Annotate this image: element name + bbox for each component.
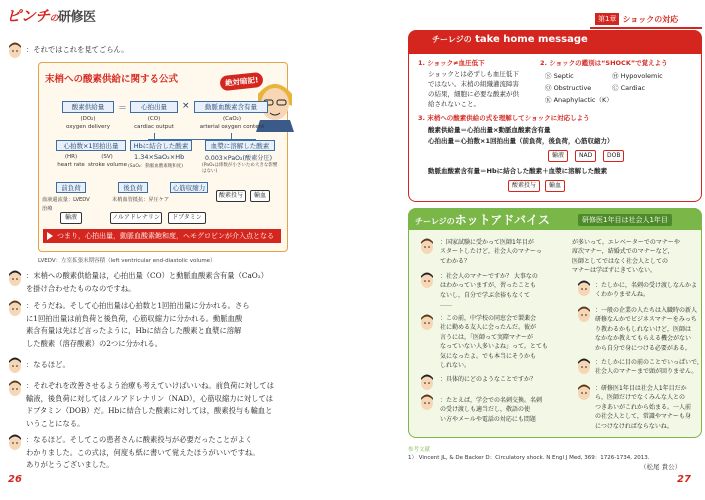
dialog-doctor-1: ：そうだね。そして心拍出量は心拍数と1回拍出量に分かれる。さら に1回拍出量は前負荷と後負荷，心筋収縮力に分かれる。動脈血酸 素含有量は先ほど言ったように，Hbに結合した酸素と血漿に溶解 した酸素（溶存酸素）の2つに分かれる。 [26, 301, 250, 348]
advice-dialog-2: ：社会人のマナーですか？ 大事なの はわかっていますが，習ったことも ないし，自分で学ぶ余裕もなくて …… [440, 273, 538, 309]
thm-point-1-text: ショックとは必ずしも血圧低下 ではない。末梢の組織灌流障害 の結果，細胞に必要な酸素が供 給されないこと。 [428, 70, 519, 108]
thm-formula-line-3: 動脈血酸素含有量＝Hbに結合した酸素＋血漿に溶解した酸素 [428, 167, 608, 175]
lvedv-footnote: LVEDV：左室拡張末期容積（left ventricular end-diastolic volume） [38, 258, 216, 264]
doctor-face-icon [6, 40, 24, 60]
dialog-resident-1: ：末梢への酸素供給量は，心拍出量（CO）と動脈血酸素含有量（CaO₂） を掛け合わせたものなのですね。 [26, 271, 269, 293]
advice-dialog-4: ：具体的にどのようなことですか？ [440, 376, 537, 383]
thm-pill-dob: DOB [603, 150, 624, 162]
header-rule [590, 27, 702, 29]
treatment-oxygen: 酸素投与 [216, 190, 246, 202]
shock-obstructive: Ⓞ Obstructive [545, 84, 592, 92]
formula-arterial-o2-content: 動脈血酸素含有量 [194, 101, 268, 113]
advice-dialog-3: ：この前，中学校の同窓会で製薬会 社に勤める友人に会ったんだ。彼が 言うには，「医師って実際マナーが なっていない人多いよね」って。とても 気になったよ。でも本当にそうかも しれない。 [440, 315, 548, 370]
chapter-tag [595, 12, 700, 26]
label-hr: (HR) heart rate [57, 154, 85, 168]
intro-dialog: ：それではこれを見てごらん。 [26, 45, 129, 54]
thm-pill-oxygen: 酸素投与 [508, 180, 540, 192]
formula-title: 末梢への酸素供給に関する公式 [45, 74, 179, 85]
hot-advice-prefix: チーレジの [415, 217, 455, 226]
pao2-note: (PaO₂は係数が小さいため大きな影響はない) [202, 163, 278, 174]
take-home-label: take home message [475, 34, 588, 45]
advice-dialog-5: ：たとえば，学会での名刺交換。名刺 の受け渡しも適当だし，敬語の使 い方やメールや電話の対応にも問題 [440, 397, 543, 423]
doctor-face-icon [575, 304, 593, 324]
reference-1: 1） Vincent JL, & De Backer D：Circulatory shock. N Engl J Med, 369：1726-1734, 2013. [408, 455, 650, 461]
formula-hb-bound: Hbに結合した酸素 [130, 140, 192, 151]
hb-formula: 1.34×SaO₂×Hb [134, 153, 185, 161]
resident-face-icon [575, 356, 593, 376]
references [408, 446, 650, 462]
shock-hypovolemic: Ⓗ Hypovolemic [612, 72, 663, 80]
thm-pill-transfusion: 輸血 [545, 180, 565, 192]
doctor-face-icon [418, 312, 436, 332]
thm-pill-infusion: 輸液 [548, 150, 568, 162]
pao2-formula: 0.003×PaO₂(酸素分圧) [205, 155, 273, 162]
dialog-resident-3: ：なるほど。そしてこの患者さんに酸素投与が必要だったことがよく わかりました。この式は，何度も紙に書いて覚えたほうがいいですね。 ありがとうございました。 [26, 435, 260, 469]
brand-name: ピンチ [6, 7, 50, 25]
advice-dialog-8: ：一般の企業の人たちは入職時の新人 研修なんかでビジネスマナーをみっち り教わるかもしれないけど，医師は なかなか教えてもらえる機会がない から自分で身につける必要がある。 [595, 307, 698, 352]
hot-advice-tag: 研修医1年目は社会人1年目 [578, 214, 672, 226]
formula-oxygen-delivery: 酸素供給量 [62, 101, 114, 113]
resident-face-icon [6, 268, 24, 288]
page-number-right: 27 [677, 474, 691, 485]
advice-dialog-1: ：国家試験に受かって医師1年目が スタートしたけど，社会人のマナーっ てわかる？ [440, 239, 542, 265]
hb-note: (SaO₂：動脈血酸素飽和度) [128, 164, 183, 169]
shock-cardiac: Ⓒ Cardiac [612, 84, 646, 92]
preload-note: 血液還流量：LVEDV [42, 197, 90, 203]
page-number-left: 26 [8, 474, 22, 485]
book-brand [6, 5, 96, 26]
doctor-face-icon [6, 378, 24, 398]
key-point-banner: つまり，心拍出量，動脈血酸素飽和度，ヘモグロビンが介入点となる [43, 229, 281, 243]
brand-sub: の [49, 14, 59, 24]
label-co: (CO) cardiac output [134, 116, 174, 130]
label-do2: (DO₂) oxygen delivery [66, 116, 110, 130]
formula-dissolved: 血漿に溶解した酸素 [205, 140, 275, 151]
doctor-face-icon [418, 392, 436, 412]
advice-dialog-6: が多いって。エレベーターでのマナーや 席次マナー，結婚式でのマナーなど， 医師としてではなく社会人としての マナーは学ばずにきていない。 [572, 239, 680, 275]
dialog-doctor-2: ：それぞれを改善させるよう治療も考えていけばいいね。前負荷に対しては 輸液，後負荷に対してはノルアドレナリン（NAD），心筋収縮力に対しては ドブタミン（DOB）だ。Hbに結合した酸素に対しては，酸素投与も輸血と いうことになる。 [26, 381, 275, 428]
formula-times: × [182, 101, 190, 111]
treatment-transfusion: 輸血 [250, 190, 270, 202]
formula-preload: 前負荷 [56, 182, 86, 193]
shock-septic: Ⓢ Septic [545, 72, 574, 80]
resident-face-icon [6, 432, 24, 452]
treatment-dobutamine: ドブタミン [168, 212, 206, 224]
advice-dialog-10: ：研修医1年目は社会人1年目だか ら，医師だけでなくみんな人との つきあいがこれから始まる。一人前 の社会人として，常識やマナーも身 につけなければならないね。 [595, 385, 692, 430]
references-title: 参考文献 [408, 447, 431, 453]
thm-point-2-heading: 2. ショックの鑑別は“SHOCK”で覚えよう [540, 59, 668, 67]
thm-formula-line-2: 心拍出量＝心拍数×1回拍出量（前負荷，後負荷，心筋収縮力） [428, 137, 614, 145]
label-cao2: (CaO₂) arterial oxygen content [199, 116, 265, 130]
formula-cardiac-output: 心拍出量 [130, 101, 178, 113]
take-home-prefix: チーレジの [432, 35, 472, 44]
treatment-noradrenaline: ノルアドレナリン [110, 212, 162, 224]
thm-point-3-heading: 3. 末梢への酸素供給の式を理解してショックに対応しよう [418, 114, 590, 122]
shock-anaphylactic: Ⓚ Anaphylactic（K） [545, 96, 613, 104]
must-memorize-stamp: 絶対暗記! [219, 72, 264, 91]
resident-face-icon [6, 355, 24, 375]
chapter-name: ショックの対応 [622, 14, 679, 24]
thm-point-1-heading: 1. ショック≠血圧低下 [418, 59, 485, 67]
resident-face-icon [418, 270, 436, 290]
author-credit: （松尾 貴公） [640, 463, 682, 471]
treatment-infusion: 輸液 [60, 212, 82, 224]
afterload-note: 末梢血管抵抗：昇圧ケア [112, 197, 170, 203]
treatment-label: 治療 [42, 206, 53, 212]
resident-face-icon [575, 278, 593, 298]
doctor-face-icon [575, 382, 593, 402]
doctor-face-icon [6, 298, 24, 318]
formula-contractility: 心筋収縮力 [170, 182, 208, 193]
label-sv: (SV) stroke volume [88, 154, 128, 168]
advice-dialog-7: ：たしかに，名刺の受け渡しなんかよ くわかりませんね。 [595, 282, 698, 299]
resident-face-icon [418, 372, 436, 392]
hot-advice-label: ホットアドバイス [454, 213, 550, 227]
brand-title: 研修医 [58, 10, 96, 25]
thm-pill-nad: NAD [575, 150, 596, 162]
formula-hr-sv: 心拍数×1回拍出量 [56, 140, 126, 151]
doctor-face-icon [418, 236, 436, 256]
thm-formula-line-1: 酸素供給量＝心拍出量×動脈血酸素含有量 [428, 126, 551, 134]
dialog-resident-2: ：なるほど。 [26, 360, 70, 369]
formula-afterload: 後負荷 [118, 182, 148, 193]
hot-advice-title [415, 211, 550, 228]
advice-dialog-9: ：たしかに目の前のことでいっぱいで， 社会人のマナーまで頭が回りません。 [595, 359, 703, 376]
take-home-title [432, 34, 588, 45]
banner-arrow-icon [47, 232, 53, 240]
chapter-number: 第1章 [595, 13, 619, 25]
formula-equals: ＝ [118, 104, 128, 114]
